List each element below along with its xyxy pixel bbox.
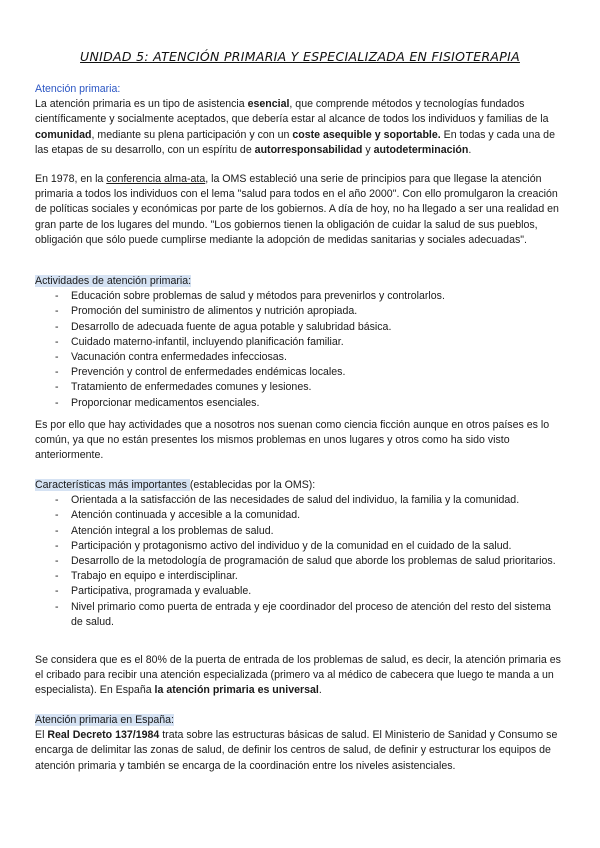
- section-atencion-primaria: [35, 82, 565, 158]
- section-actividades: [35, 274, 565, 411]
- list-item: - Educación sobre problemas de salud y métodos para prevenirlos y controlarlos.: [35, 289, 565, 304]
- list-item: - Participativa, programada y evaluable.: [35, 584, 565, 599]
- list-item: - Promoción del suministro de alimentos y nutrición apropiada.: [35, 304, 565, 319]
- list-item: - Prevención y control de enfermedades endémicas locales.: [35, 365, 565, 380]
- section-caracteristicas: [35, 478, 565, 630]
- list-item: - Proporcionar medicamentos esenciales.: [35, 396, 565, 411]
- list-item: - Desarrollo de la metodología de programación de salud que aborde los problemas de salud prioritarios.: [35, 554, 565, 569]
- section-heading: Atención primaria:: [35, 83, 121, 95]
- activities-list: [35, 289, 565, 411]
- section-alma-ata: [35, 172, 565, 248]
- paragraph: El Real Decreto 137/1984 trata sobre las estructuras básicas de salud. El Ministerio de Sanidad y Consumo se encarga de delimitar las zonas de salud, de definir los centros de salud, de definir y estructurar los equipos de atención primaria y también se encarga de la coordinación entre los niveles asistenciales.: [35, 729, 558, 772]
- alma-ata-link-text: conferencia alma-ata: [106, 173, 206, 185]
- list-item: - Desarrollo de adecuada fuente de agua potable y salubridad básica.: [35, 320, 565, 335]
- paragraph: La atención primaria es un tipo de asistencia esencial, que comprende métodos y tecnologías fundados científicamente y socialmente aceptados, que debería estar al alcance de todos los individuos y familias de la comunidad, mediante su plena participación y con un coste asequible y soportable. En todas y cada una de las etapas de su desarrollo, con un espíritu de autorresponsabilidad y autodeterminación.: [35, 98, 555, 156]
- list-item: - Tratamiento de enfermedades comunes y lesiones.: [35, 380, 565, 395]
- list-item: - Vacunación contra enfermedades infecciosas.: [35, 350, 565, 365]
- section-heading: Características más importantes (establecidas por la OMS):: [35, 479, 316, 491]
- paragraph: En 1978, en la conferencia alma-ata, la OMS estableció una serie de principios para que llegase la atención primaria a todos los individuos con el lema "salud para todos en el año 2000". Con ello promulgaron la creación de políticas sociales y económicas por parte de los gobiernos. A día de hoy, no ha llegado a ser una realidad en gran parte de los lugares del mundo. "Los gobiernos tienen la obligación de cuidar la salud de sus pueblos, obligación que sólo puede cumplirse mediante la adopción de medidas sanitarias y sociales adecuadas".: [35, 173, 559, 246]
- section-heading: Atención primaria en España:: [35, 714, 174, 726]
- list-item: - Orientada a la satisfacción de las necesidades de salud del individuo, la familia y la comunidad.: [35, 493, 565, 508]
- section-ciencia-ficcion: [35, 418, 565, 464]
- paragraph: Se considera que es el 80% de la puerta de entrada de los problemas de salud, es decir, la atención primaria es el cribado para recibir una atención especializada (primero va al médico de cabecera que luego te manda a un especialista). En España la atención primaria es universal.: [35, 654, 561, 697]
- list-item: - Nivel primario como puerta de entrada y eje coordinador del proceso de atención del resto del sistema de salud.: [35, 600, 565, 630]
- list-item: - Trabajo en equipo e interdisciplinar.: [35, 569, 565, 584]
- section-espana: [35, 713, 565, 774]
- list-item: - Atención continuada y accesible a la comunidad.: [35, 508, 565, 523]
- page-title: UNIDAD 5: ATENCIÓN PRIMARIA Y ESPECIALIZADA EN FISIOTERAPIA: [80, 49, 520, 64]
- list-item: - Participación y protagonismo activo del individuo y de la comunidad en el cuidado de la salud.: [35, 539, 565, 554]
- characteristics-list: [35, 493, 565, 630]
- section-cribado: [35, 653, 565, 699]
- paragraph: Es por ello que hay actividades que a nosotros nos suenan como ciencia ficción aunque en otros países es lo común, ya que no están presentes los mismos problemas en unos lugares y otros como ha sido visto anteriormente.: [35, 419, 550, 462]
- section-heading: Actividades de atención primaria:: [35, 275, 192, 287]
- list-item: - Cuidado materno-infantil, incluyendo planificación familiar.: [35, 335, 565, 350]
- list-item: - Atención integral a los problemas de salud.: [35, 524, 565, 539]
